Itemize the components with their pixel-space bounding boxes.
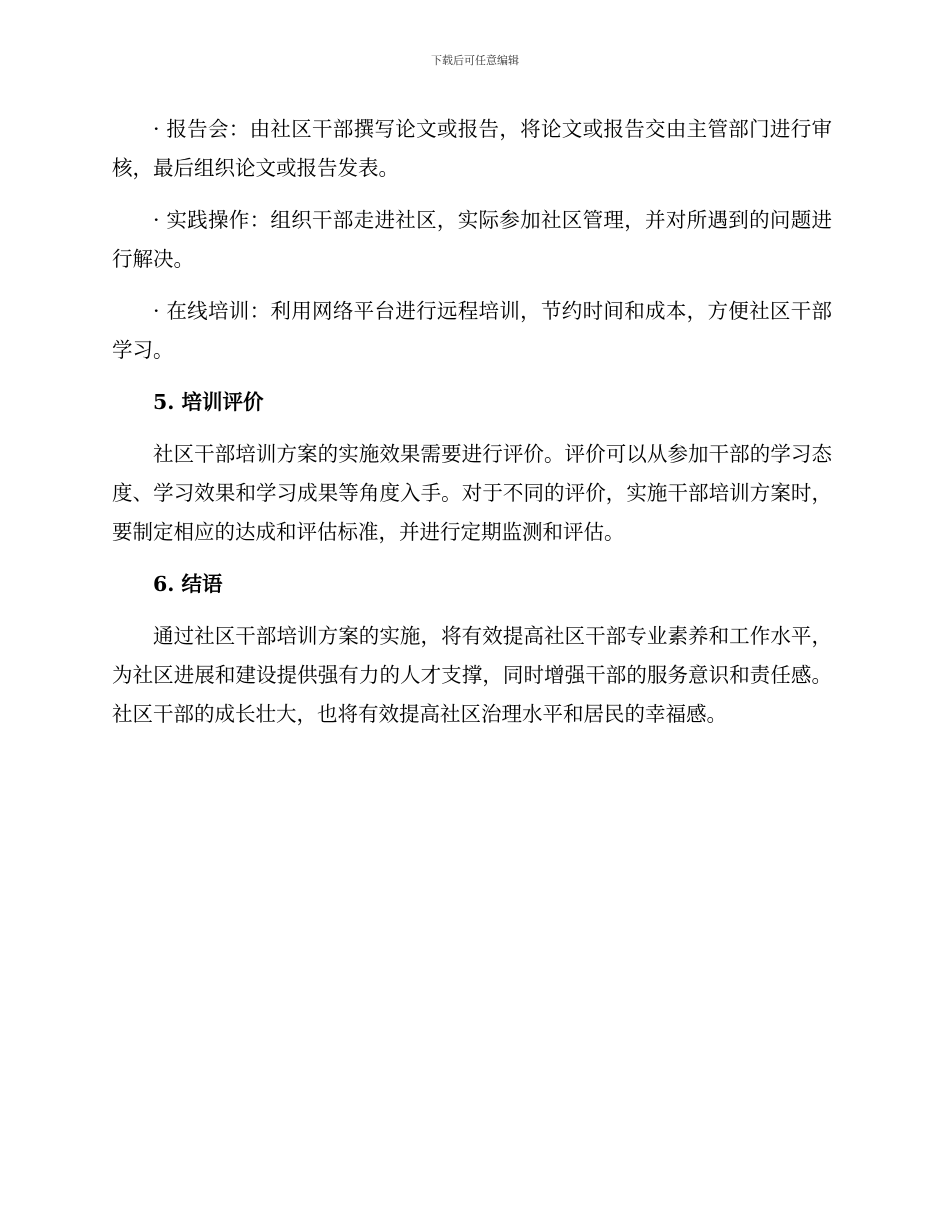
paragraph-conclusion: 通过社区干部培训方案的实施，将有效提高社区干部专业素养和工作水平，为社区进展和建设提供强有力的人才支撑，同时增强干部的服务意识和责任感。社区干部的成长壮大，也将有效提高社区治理水平和居民的幸福感。 [112, 624, 832, 726]
section-heading-evaluation: 5. 培训评价 [153, 390, 264, 414]
document-body [112, 110, 832, 747]
section-heading-conclusion: 6. 结语 [153, 572, 223, 596]
bullet-report-meeting: · 报告会：由社区干部撰写论文或报告，将论文或报告交由主管部门进行审核，最后组织论文或报告发表。 [112, 117, 832, 180]
page-header: 下载后可任意编辑 [431, 54, 519, 67]
bullet-online-training: · 在线培训：利用网络平台进行远程培训，节约时间和成本，方便社区干部学习。 [112, 299, 832, 362]
bullet-practice: · 实践操作：组织干部走进社区，实际参加社区管理，并对所遇到的问题进行解决。 [112, 208, 832, 271]
paragraph-evaluation: 社区干部培训方案的实施效果需要进行评价。评价可以从参加干部的学习态度、学习效果和学习成果等角度入手。对于不同的评价，实施干部培训方案时，要制定相应的达成和评估标准，并进行定期监测和评估。 [112, 442, 832, 544]
